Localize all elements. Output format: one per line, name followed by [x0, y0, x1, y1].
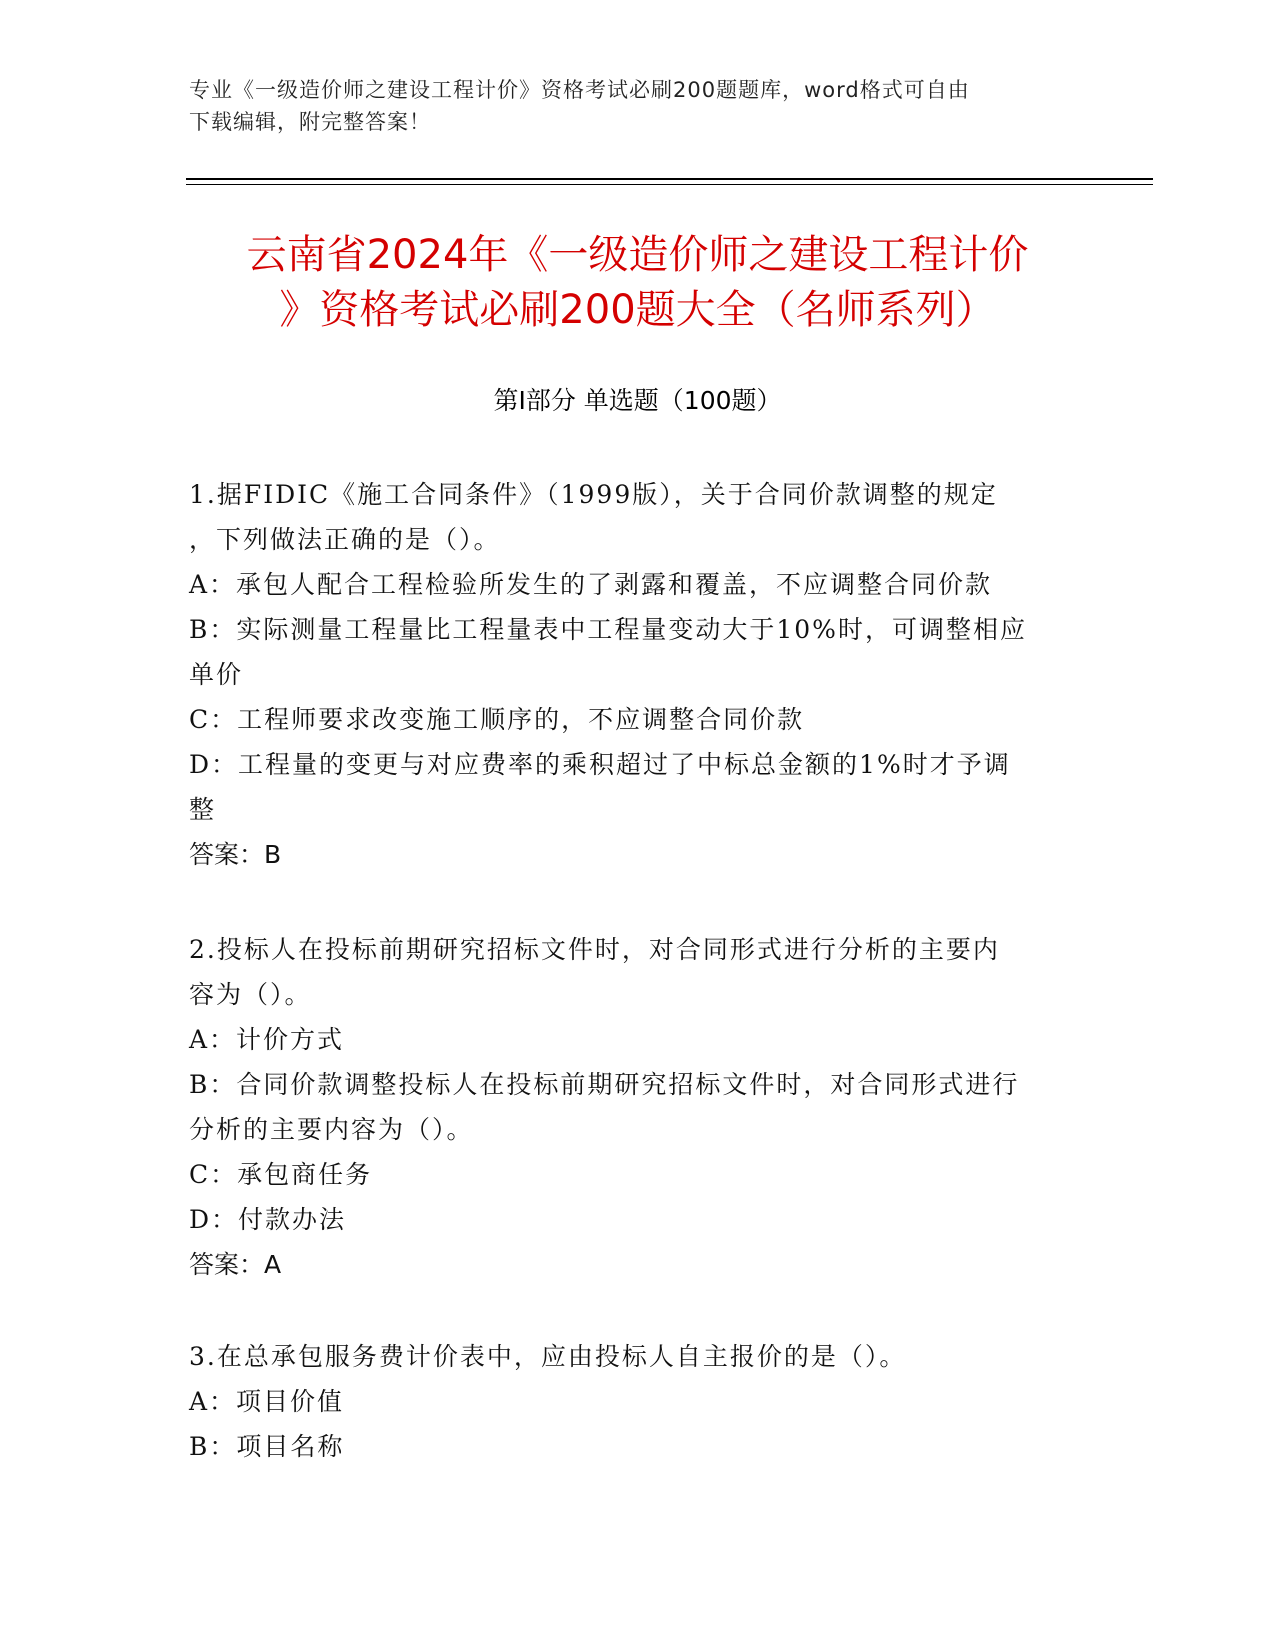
header-note	[189, 74, 1089, 138]
question-stem: 1.据FIDIC《施工合同条件》（1999版），关于合同价款调整的规定	[189, 480, 998, 509]
section-heading: 第I部分 单选题（100题）	[493, 386, 782, 415]
question-block	[189, 1334, 1079, 1469]
option-d: D：付款办法	[189, 1205, 347, 1234]
option-a: A：项目价值	[189, 1387, 345, 1416]
question-stem: ，下列做法正确的是（）。	[189, 525, 501, 554]
question-stem: 容为（）。	[189, 980, 312, 1009]
question-stem: 3.在总承包服务费计价表中，应由投标人自主报价的是（）。	[189, 1342, 907, 1371]
header-note-line: 专业《一级造价师之建设工程计价》资格考试必刷200题题库，word格式可自由	[189, 78, 970, 102]
option-b-continued: 分析的主要内容为（）。	[189, 1115, 474, 1144]
option-c: C：工程师要求改变施工顺序的，不应调整合同价款	[189, 705, 805, 734]
answer-line: 答案：A	[189, 1250, 282, 1279]
header-note-line: 下载编辑，附完整答案！	[189, 110, 431, 134]
question-block	[189, 927, 1079, 1287]
option-b: B：实际测量工程量比工程量表中工程量变动大于10%时，可调整相应	[189, 615, 1027, 644]
header-divider-thick	[186, 178, 1153, 180]
option-d: D：工程量的变更与对应费率的乘积超过了中标总金额的1%时才予调	[189, 750, 1011, 779]
header-divider-thin	[186, 184, 1153, 185]
document-title	[150, 228, 1125, 338]
option-a: A：计价方式	[189, 1025, 345, 1054]
option-b-continued: 单价	[189, 660, 244, 689]
title-line: 》资格考试必刷200题大全（名师系列）	[279, 287, 996, 333]
option-d-continued: 整	[189, 795, 217, 824]
question-stem: 2.投标人在投标前期研究招标文件时，对合同形式进行分析的主要内	[189, 935, 1000, 964]
option-b: B：合同价款调整投标人在投标前期研究招标文件时，对合同形式进行	[189, 1070, 1020, 1099]
option-b: B：项目名称	[189, 1432, 345, 1461]
question-block	[189, 472, 1079, 877]
title-line: 云南省2024年《一级造价师之建设工程计价	[246, 232, 1029, 278]
answer-line: 答案：B	[189, 840, 282, 869]
option-a: A：承包人配合工程检验所发生的了剥露和覆盖，不应调整合同价款	[189, 570, 993, 599]
option-c: C：承包商任务	[189, 1160, 373, 1189]
